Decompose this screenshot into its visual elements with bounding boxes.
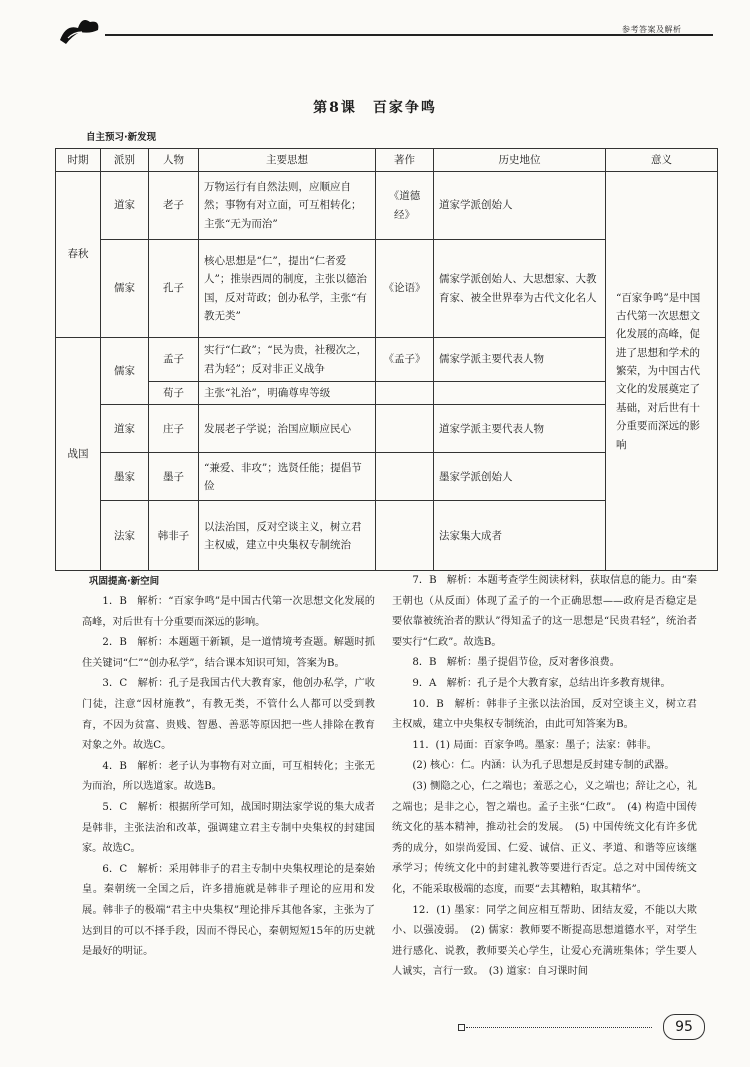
status-cell: 墨家学派创始人 <box>434 453 606 501</box>
answer-paragraph: 11．(1) 局面：百家争鸣。墨家：墨子；法家：韩非。 <box>412 739 657 751</box>
footer-dotted-rule <box>466 1027 652 1028</box>
answer-paragraph: 3．C 解析：孔子是我国古代大教育家，他创办私学，广收门徒，注意“因材施教”，有教无类，不管什么人都可以受到教育，不因为贫富、贵贱、智愚、善恶等原因把一些人排除在教育对象之外。故选C。 <box>82 678 375 752</box>
answer-paragraph: (2) 核心：仁。内涵：认为孔子思想是反封建专制的武器。 <box>412 760 675 772</box>
section-heading-preview: 自主预习·新发现 <box>86 132 157 143</box>
status-cell: 法家集大成者 <box>434 501 606 571</box>
work-cell <box>376 453 434 501</box>
idea-cell: 主张“礼治”，明确尊卑等级 <box>199 382 376 405</box>
person-cell: 孔子 <box>149 240 199 338</box>
answer-paragraph: 2．B 解析：本题题干新颖，是一道情境考查题。解题时抓住关键词“仁”“创办私学”，结合课本知识可知，答案为B。 <box>82 637 375 669</box>
header-cell: 著作 <box>376 149 434 172</box>
school-cell: 道家 <box>101 405 149 453</box>
work-cell: 《孟子》 <box>376 338 434 382</box>
idea-cell: 实行“仁政”；“民为贵，社稷次之，君为轻”；反对非正义战争 <box>199 338 376 382</box>
status-cell <box>434 382 606 405</box>
answer-paragraph: 5．C 解析：根据所学可知，战国时期法家学说的集大成者是韩非，主张法治和改革，强调建立君主专制中央集权的封建国家。故选C。 <box>82 801 375 855</box>
table-row <box>56 172 718 240</box>
work-cell <box>376 501 434 571</box>
idea-cell: 以法治国，反对空谈主义，树立君主权威，建立中央集权专制统治 <box>199 501 376 571</box>
school-cell: 墨家 <box>101 453 149 501</box>
answer-paragraph: 1．B 解析：“百家争鸣”是中国古代第一次思想文化发展的高峰，对后世有十分重要而深远的影响。 <box>82 596 375 628</box>
period-cell: 春秋 <box>56 172 101 338</box>
footer-square-icon <box>458 1024 465 1031</box>
person-cell: 墨子 <box>149 453 199 501</box>
answer-paragraph: 8．B 解析：墨子提倡节俭，反对奢侈浪费。 <box>412 657 620 669</box>
answers-left-column <box>82 592 375 963</box>
person-cell: 孟子 <box>149 338 199 382</box>
answer-paragraph: (3) 恻隐之心，仁之端也；羞恶之心，义之端也；辞让之心，礼之端也；是非之心，智之端也。孟子主张“仁政”。 (4) 构造中国传统文化的基本精神，推动社会的发展。 (5) 中国传统文化有许多优秀的成分，如崇尚爱国、仁爱、诚信、正义、孝道、和谐等应该继承学习；传统文化中的封建礼教等要进行否定。总之对中国传统文化，不能采取极端的态度，而要“去其糟粕，取其精华”。 <box>392 780 697 895</box>
header-cell: 派别 <box>101 149 149 172</box>
answers-right-column <box>392 571 697 983</box>
answer-paragraph: 7．B 解析：本题考查学生阅读材料，获取信息的能力。由“秦王朝也（从反面）体现了孟子的一个正确思想——政府是否稳定是要依靠被统治者的默认”得知孟子的这一思想是“民贵君轻”，统治者要实行“仁政”。故选B。 <box>392 575 697 648</box>
status-cell: 道家学派创始人 <box>434 172 606 240</box>
person-cell: 韩非子 <box>149 501 199 571</box>
header-cell: 历史地位 <box>434 149 606 172</box>
lesson-title: 第8课 百家争鸣 <box>313 100 437 116</box>
period-cell: 战国 <box>56 338 101 571</box>
header-cell: 意义 <box>606 149 718 172</box>
answer-paragraph: 9．A 解析：孔子是个大教育家，总结出许多教育规律。 <box>412 677 671 689</box>
answer-paragraph: 12．(1) 墨家：同学之间应相互帮助、团结友爱，不能以大欺小、以强凌弱。 (2) 儒家：教师要不断提高思想道德水平，对学生进行感化、说教，教师要关心学生，让爱心充满班集体；学生要人人诚实，言行一致。 (3) 道家：自习课时间 <box>392 904 697 978</box>
flower-logo-icon <box>56 14 102 44</box>
header-cell: 时期 <box>56 149 101 172</box>
answer-paragraph: 6．C 解析：采用韩非子的君主专制中央集权理论的是秦始皇。秦朝统一全国之后，许多措施就是韩非子理论的应用和发展。韩非子的极端“君主中央集权”理论排斥其他各家，主张为了达到目的可以不择手段，因而不得民心，秦朝短短15年的历史就是最好的明证。 <box>82 863 375 958</box>
header-cell: 人物 <box>149 149 199 172</box>
work-cell: 《论语》 <box>376 240 434 338</box>
page-number: 95 <box>663 1014 705 1040</box>
table-header-row <box>56 149 718 172</box>
work-cell: 《道德经》 <box>376 172 434 240</box>
school-cell: 法家 <box>101 501 149 571</box>
idea-cell: “兼爱、非攻”；选贤任能；提倡节俭 <box>199 453 376 501</box>
idea-cell: 万物运行有自然法则，应顺应自然；事物有对立面，可互相转化；主张“无为而治” <box>199 172 376 240</box>
answer-paragraph: 4．B 解析：老子认为事物有对立面，可互相转化；主张无为而治，所以选道家。故选B。 <box>82 760 375 793</box>
status-cell: 道家学派主要代表人物 <box>434 405 606 453</box>
person-cell: 荀子 <box>149 382 199 405</box>
thinkers-table <box>55 148 718 571</box>
status-cell: 儒家学派主要代表人物 <box>434 338 606 382</box>
school-cell: 道家 <box>101 172 149 240</box>
work-cell <box>376 382 434 405</box>
idea-cell: 核心思想是“仁”，提出“仁者爱人”；推崇西周的制度，主张以德治国，反对苛政；创办私学，主张“有教无类” <box>199 240 376 338</box>
school-cell: 儒家 <box>101 338 149 405</box>
significance-cell: “百家争鸣”是中国古代第一次思想文化发展的高峰，促进了思想和学术的繁荣，为中国古代文化的发展奠定了基础，对后世有十分重要而深远的影响 <box>606 172 718 571</box>
school-cell: 儒家 <box>101 240 149 338</box>
idea-cell: 发展老子学说；治国应顺应民心 <box>199 405 376 453</box>
section-heading-consolidate: 巩固提高·新空间 <box>89 576 160 587</box>
answer-paragraph: 10．B 解析：韩非子主张以法治国，反对空谈主义，树立君主权威，建立中央集权专制统治，由此可知答案为B。 <box>392 698 697 731</box>
header-text: 参考答案及解析 <box>622 25 682 34</box>
person-cell: 老子 <box>149 172 199 240</box>
person-cell: 庄子 <box>149 405 199 453</box>
work-cell <box>376 405 434 453</box>
header-cell: 主要思想 <box>199 149 376 172</box>
status-cell: 儒家学派创始人、大思想家、大教育家、被全世界奉为古代文化名人 <box>434 240 606 338</box>
